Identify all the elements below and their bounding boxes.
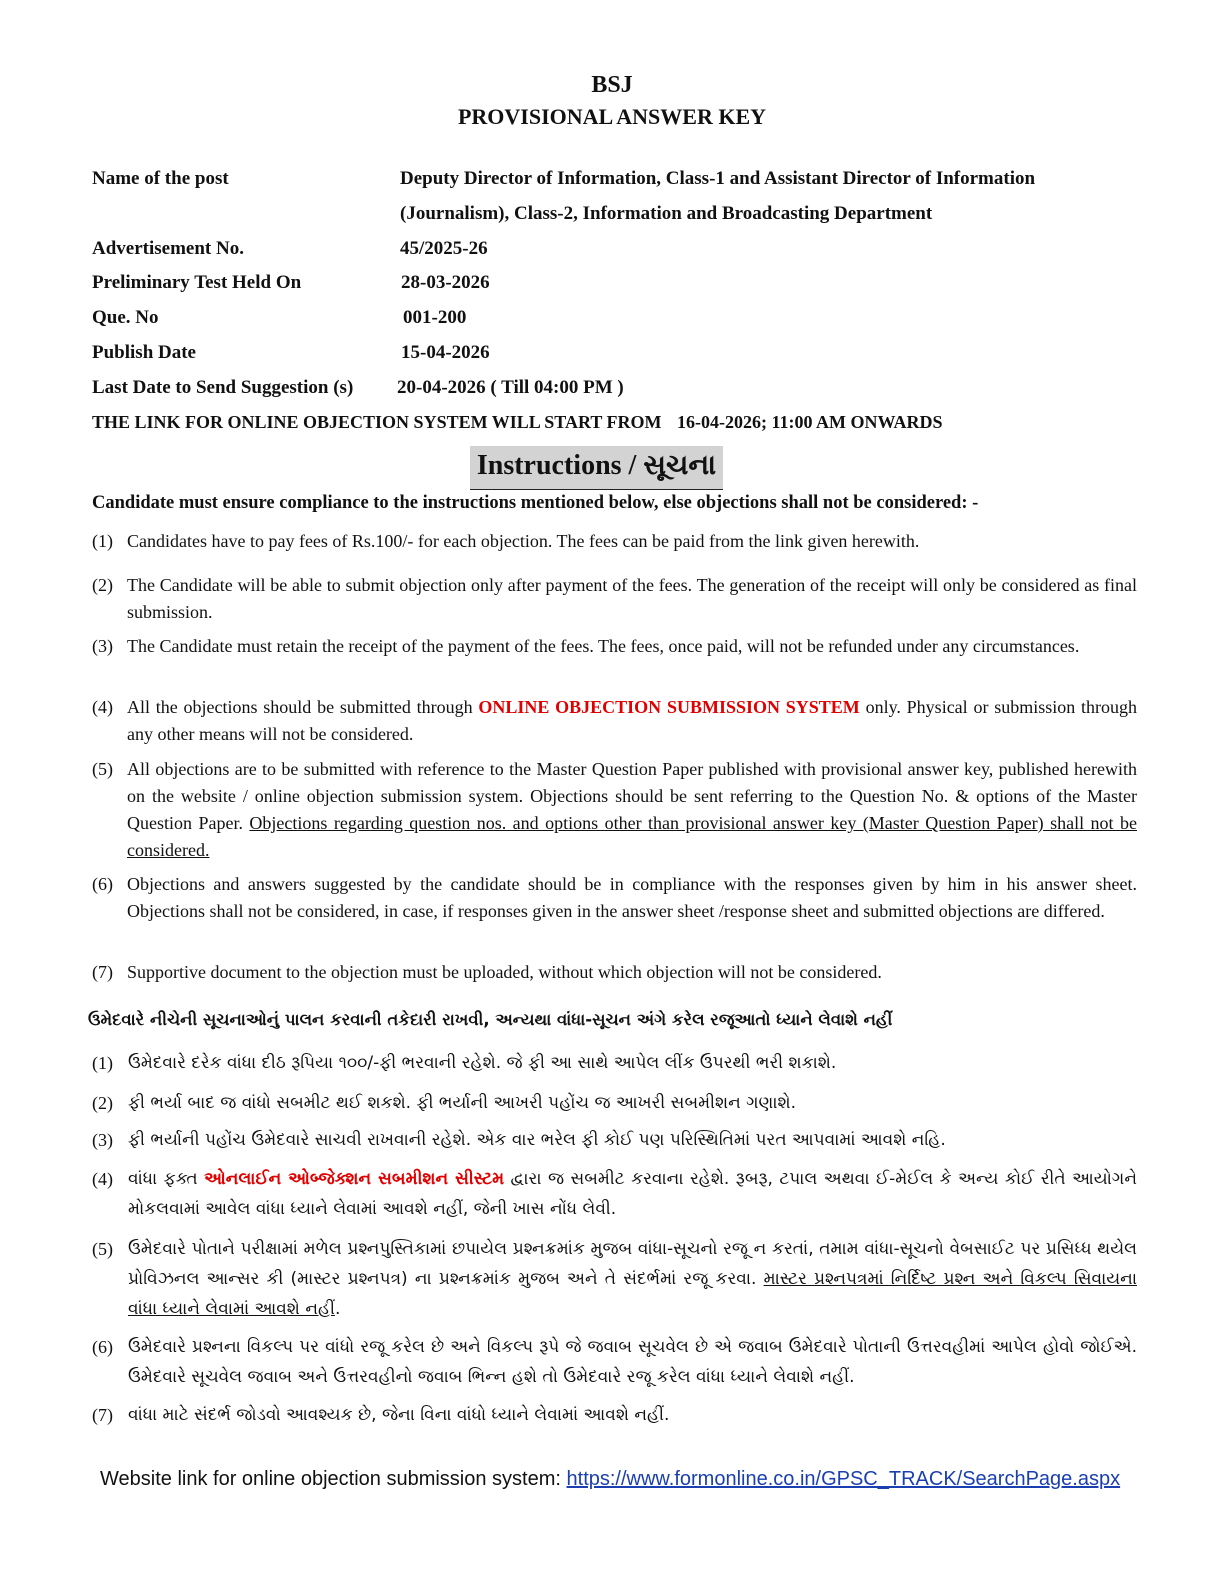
instruction-text: ફી ભર્યા બાદ જ વાંધો સબમીટ થઈ શકશે. ફી ભર્યાની આખરી પહોંચ જ આખરી સબમીશન ગણાશે.: [128, 1093, 797, 1113]
document-code: BSJ: [591, 72, 633, 98]
last-date-label: Last Date to Send Suggestion (s): [92, 377, 354, 398]
instruction-text: The Candidate will be able to submit objection only after payment of the fees. The generation of the receipt will only be considered as final submission.: [127, 575, 1137, 622]
instruction-number: (5): [92, 759, 113, 779]
post-value-line2: (Journalism), Class-2, Information and Broadcasting Department: [400, 203, 933, 224]
english-instruction-1: [92, 528, 1137, 555]
gujarati-instruction-7: [92, 1400, 1137, 1430]
objection-link-start: 16-04-2026; 11:00 AM ONWARDS: [677, 412, 943, 432]
instruction-number: (2): [92, 575, 113, 595]
instruction-text: Supportive document to the objection must be uploaded, without which objection will not be considered.: [127, 962, 882, 982]
publish-date-value: 15-04-2026: [401, 342, 490, 363]
instruction-text: only. Physical or submission through any other means will not be considered.: [127, 697, 1137, 744]
english-instruction-3: [92, 633, 1137, 660]
instruction-text: ઉમેદવારે પ્રશ્નના વિકલ્પ પર વાંધો રજૂ કરેલ છે અને વિકલ્પ રૂપે જે જવાબ સૂચવેલ છે એ જવાબ ઉમેદવારે પોતાની ઉત્તરવહીમાં આપેલ હોવો જોઈએ. ઉમેદવારે સૂચવેલ જવાબ અને ઉત્તરવહીનો જવાબ ભિન્ન હશે તો ઉમેદવારે રજૂ કરેલ વાંધા ધ્યાને લેવાશે નહીં.: [128, 1337, 1137, 1387]
post-value-line1: Deputy Director of Information, Class-1 and Assistant Director of Information: [400, 168, 1036, 189]
instruction-text: ઉમેદવારે પોતાને પરીક્ષામાં મળેલ પ્રશ્નપુસ્તિકામાં છપાયેલ પ્રશ્નક્રમાંક મુજબ વાંધા-સૂચનો રજૂ ન કરતાં, તમામ વાંધા-સૂચનો વેબસાઈટ પર પ્રસિધ્ધ થયેલ પ્રોવિઝનલ આન્સર કી (માસ્ટર પ્રશ્નપત્ર) ના પ્રશ્નક્રમાંક મુજબ અને તે સંદર્ભમાં રજૂ કરવા.: [128, 1239, 1137, 1289]
online-objection-system-highlight: ઓનલાઈન ઓબ્જેક્શન સબમીશન સીસ્ટમ: [204, 1169, 505, 1189]
gujarati-instruction-5: [92, 1234, 1137, 1324]
instruction-number: (4): [92, 1169, 113, 1189]
test-date-value: 28-03-2026: [401, 272, 490, 293]
post-label: Name of the post: [92, 168, 229, 189]
question-range-value: 001-200: [403, 307, 467, 328]
instruction-text: વાંધા માટે સંદર્ભ જોડવો આવશ્યક છે, જેના વિના વાંધો ધ્યાને લેવામાં આવશે નહીં.: [128, 1405, 670, 1425]
instruction-number: (1): [92, 531, 113, 551]
publish-date-label: Publish Date: [92, 342, 196, 363]
english-instruction-7: [92, 959, 1137, 986]
footer-website-link: [100, 1468, 1120, 1491]
instruction-number: (4): [92, 697, 113, 717]
instruction-text: ઉમેદવારે દરેક વાંધા દીઠ રૂપિયા ૧૦૦/-ફી ભરવાની રહેશે. જે ફી આ સાથે આપેલ લીંક ઉપરથી ભરી શકાશે.: [128, 1053, 837, 1073]
objection-submission-link[interactable]: https://www.formonline.co.in/GPSC_TRACK/SearchPage.aspx: [566, 1468, 1121, 1490]
instructions-title: Instructions / સૂચના: [470, 446, 723, 490]
document-title: PROVISIONAL ANSWER KEY: [457, 104, 767, 129]
instruction-text: દ્વારા જ સબમીટ કરવાના રહેશે. રૂબરૂ, ટપાલ અથવા ઈ-મેઈલ કે અન્ય કોઈ રીતે આયોગને મોકલવામાં આવેલ વાંધા ધ્યાને લેવામાં આવશે નહીં, જેની ખાસ નોંધ લેવી.: [128, 1169, 1137, 1219]
instruction-number: (6): [92, 874, 113, 894]
gujarati-instruction-4: [92, 1164, 1137, 1224]
instruction-number: (7): [92, 962, 113, 982]
instruction-number: (3): [92, 1130, 113, 1150]
footer-link-label: Website link for online objection submission system:: [100, 1468, 567, 1490]
gujarati-instruction-2: [92, 1088, 1137, 1118]
instruction-number: (2): [92, 1093, 113, 1113]
english-instruction-6: [92, 871, 1137, 925]
advertisement-value: 45/2025-26: [400, 238, 488, 259]
gujarati-instruction-1: [92, 1048, 1137, 1078]
online-objection-system-highlight: ONLINE OBJECTION SUBMISSION SYSTEM: [478, 697, 860, 717]
test-date-label: Preliminary Test Held On: [92, 272, 302, 293]
instruction-text: Objections and answers suggested by the candidate should be in compliance with the responses given by him in his answer sheet. Objections shall not be considered, in case, if responses given in the answer sheet /response sheet and submitted objections are differed.: [127, 874, 1137, 921]
last-date-value: 20-04-2026 ( Till 04:00 PM ): [397, 377, 624, 398]
instruction-number: (1): [92, 1053, 113, 1073]
objection-link-label: THE LINK FOR ONLINE OBJECTION SYSTEM WILL START FROM: [92, 412, 662, 432]
english-instruction-5: [92, 756, 1137, 864]
question-range-label: Que. No: [92, 307, 159, 328]
instruction-text: .: [334, 1299, 341, 1319]
instruction-text: વાંધા ફક્ત: [128, 1169, 205, 1189]
advertisement-label: Advertisement No.: [92, 238, 244, 259]
english-instructions-heading: Candidate must ensure compliance to the instructions mentioned below, else objections shall not be considered: -: [92, 493, 979, 513]
instruction-text: ફી ભર્યાની પહોંચ ઉમેદવારે સાચવી રાખવાની રહેશે. એક વાર ભરેલ ફી કોઈ પણ પરિસ્થિતિમાં પરત આપવામાં આવશે નહિ.: [128, 1130, 946, 1150]
english-instruction-2: [92, 572, 1137, 626]
gujarati-instruction-6: [92, 1332, 1137, 1392]
instruction-text: Candidates have to pay fees of Rs.100/- for each objection. The fees can be paid from the link given herewith.: [127, 531, 920, 551]
underlined-notice: માસ્ટર પ્રશ્નપત્રમાં નિર્દિષ્ટ પ્રશ્ન અને વિકલ્પ સિવાયના વાંધા ધ્યાને લેવામાં આવશે નહીં: [128, 1269, 1137, 1319]
instruction-number: (5): [92, 1239, 113, 1259]
underlined-notice: Objections regarding question nos. and options other than provisional answer key (Master Question Paper) shall not be considered.: [127, 813, 1137, 860]
instruction-text: All objections are to be submitted with reference to the Master Question Paper published with provisional answer key, published herewith on the website / online objection submission system. Objections should be sent referring to the Question No. & options of the Master Question Paper.: [127, 759, 1137, 833]
instruction-text: The Candidate must retain the receipt of the payment of the fees. The fees, once paid, will not be refunded under any circumstances.: [127, 636, 1080, 656]
instruction-text: All the objections should be submitted through: [127, 697, 479, 717]
instruction-number: (6): [92, 1337, 113, 1357]
instruction-number: (3): [92, 636, 113, 656]
gujarati-instruction-3: [92, 1125, 1137, 1155]
gujarati-instructions-heading: ઉમેદવારે નીચેની સૂચનાઓનું પાલન કરવાની તકેદારી રાખવી, અન્યથા વાંધા-સૂચન અંગે કરેલ રજૂઆતો ધ્યાને લેવાશે નહીં: [88, 1010, 893, 1029]
instruction-number: (7): [92, 1405, 113, 1425]
english-instruction-4: [92, 694, 1137, 748]
